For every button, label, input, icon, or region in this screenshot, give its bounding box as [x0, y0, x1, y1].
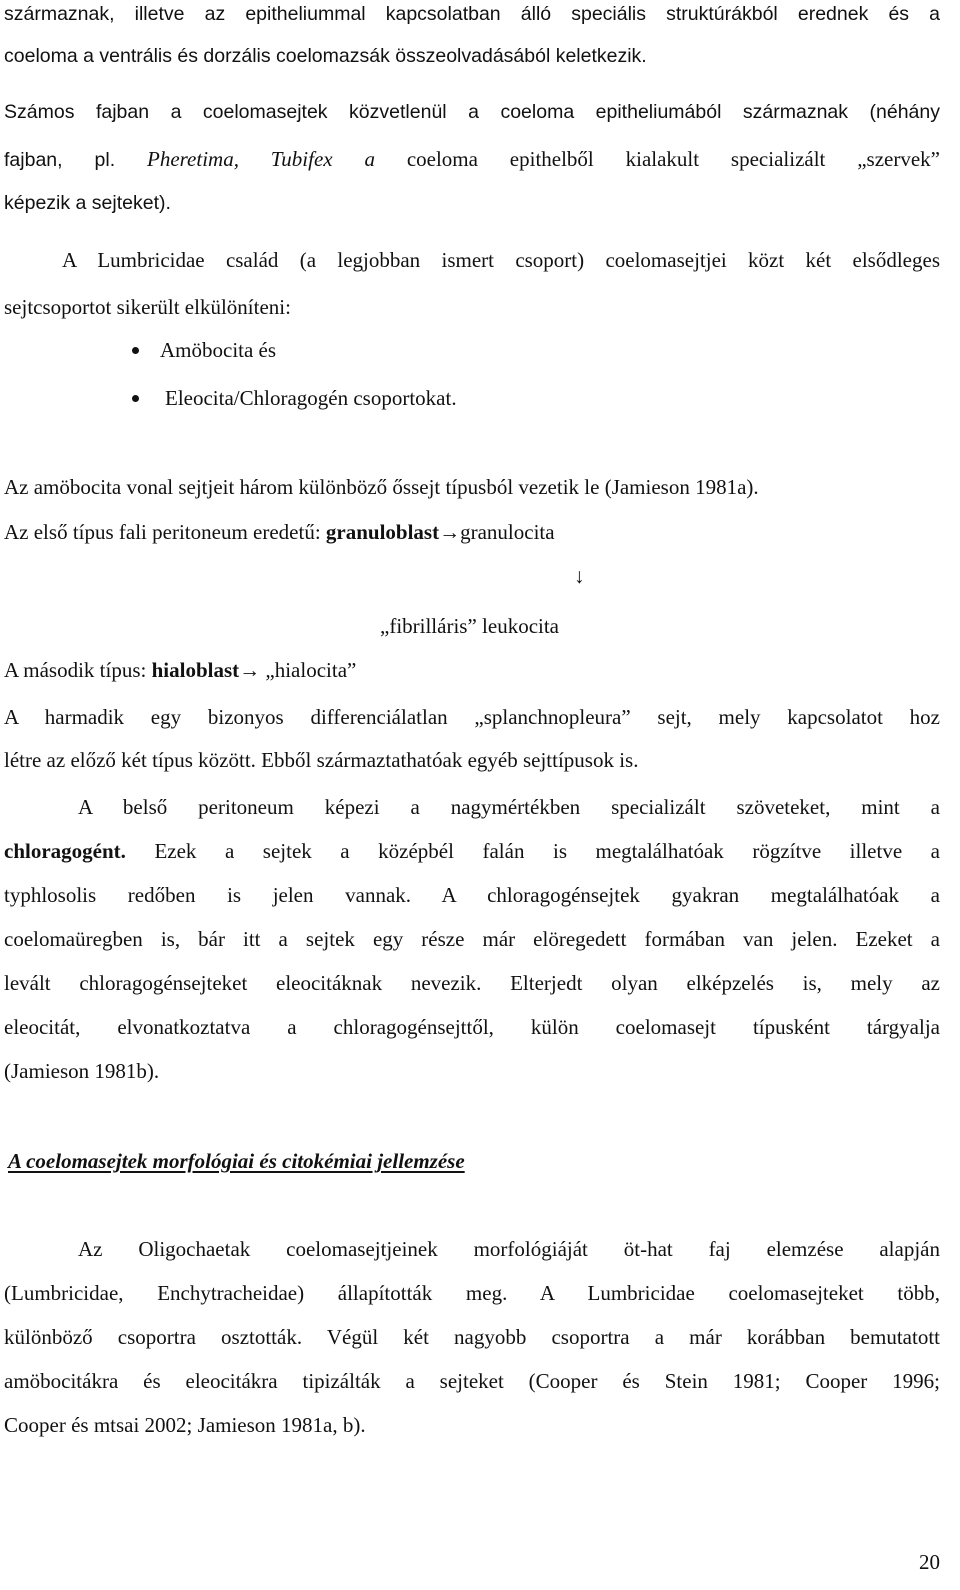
text-line: létre az előző két típus között. Ebből származtathatóak egyéb sejttípusok is.	[4, 748, 639, 772]
list-item: Amöbocita és	[160, 338, 277, 362]
text-line: sejtcsoportot sikerült elkülöníteni:	[4, 295, 291, 319]
text-span: granulocita	[460, 520, 555, 544]
text-span: coeloma epithelből kialakult specializált „szervek”	[406, 147, 940, 171]
text-line: coeloma a ventrális és dorzális coelomazsák összeolvadásából keletkezik.	[4, 45, 647, 67]
text-line: származnak, illetve az epitheliummal kapcsolatban álló speciális struktúrákból erednek és a	[4, 3, 940, 25]
text-line: levált chloragogénsejteket eleocitáknak nevezik. Elterjedt olyan elképzelés is, mely az	[4, 971, 940, 995]
text-line	[4, 837, 940, 865]
text-line: Az Oligochaetak coelomasejtjeinek morfológiáját öt-hat faj elemzése alapján	[78, 1237, 940, 1261]
text-line: (Lumbricidae, Enchytracheidae) állapították meg. A Lumbricidae coelomasejteket több,	[4, 1281, 940, 1305]
right-arrow-icon: →	[439, 520, 461, 544]
bullet-icon	[132, 347, 139, 354]
cell-term: granuloblast	[325, 520, 440, 544]
page-number: 20	[919, 1550, 940, 1574]
text-line: amöbocitákra és eleocitákra tipizálták a sejteket (Cooper és Stein 1981; Cooper 1996;	[4, 1369, 940, 1393]
text-line: Az amöbocita vonal sejtjeit három különböző őssejt típusból vezetik le (Jamieson 1981a).	[4, 475, 759, 499]
text-line: Cooper és mtsai 2002; Jamieson 1981a, b).	[4, 1413, 366, 1437]
text-span: fajban, pl.	[4, 149, 116, 171]
cell-term: hialoblast	[151, 658, 240, 682]
text-line: A belső peritoneum képezi a nagymértékben specializált szöveteket, mint a	[78, 795, 940, 819]
text-line: (Jamieson 1981b).	[4, 1059, 160, 1083]
text-span: Ezek a sejtek a középbél falán is megtalálhatóak rögzítve illetve a	[154, 839, 940, 863]
text-span: A második típus:	[4, 658, 147, 682]
text-line	[4, 656, 940, 684]
text-span: Az első típus fali peritoneum eredetű:	[4, 520, 321, 544]
text-line: A Lumbricidae család (a legjobban ismert csoport) coelomasejtjei közt két elsődleges	[62, 248, 940, 272]
list-item: Eleocita/Chloragogén csoportokat.	[165, 386, 457, 410]
text-span: „hialocita”	[265, 658, 357, 682]
text-line: Számos fajban a coelomasejtek közvetlenül a coeloma epitheliumából származnak (néhány	[4, 101, 940, 123]
text-line: „fibrilláris” leukocita	[380, 614, 560, 638]
right-arrow-icon: →	[239, 658, 261, 682]
text-line	[4, 145, 940, 174]
down-arrow-icon: ↓	[574, 564, 585, 588]
text-line: coelomaüregben is, bár itt a sejtek egy része már elöregedett formában van jelen. Ezeket a	[4, 927, 940, 951]
text-line: eleocitát, elvonatkoztatva a chloragogénsejttől, külön coelomasejt típusként tárgyalja	[4, 1015, 940, 1039]
species-names: Pheretima, Tubifex a	[147, 147, 375, 171]
text-line: A harmadik egy bizonyos differenciálatlan „splanchnopleura” sejt, mely kapcsolatot hoz	[4, 705, 940, 729]
text-line: képezik a sejteket).	[4, 192, 171, 214]
text-line: typhlosolis redőben is jelen vannak. A chloragogénsejtek gyakran megtalálhatóak a	[4, 883, 940, 907]
text-line	[4, 518, 940, 546]
text-line: különböző csoportra osztották. Végül két nagyobb csoportra a már korábban bemutatott	[4, 1325, 940, 1349]
section-heading: A coelomasejtek morfológiai és citokémiai jellemzése	[8, 1149, 465, 1173]
bullet-icon	[132, 395, 139, 402]
bold-term: chloragogént.	[4, 839, 126, 863]
